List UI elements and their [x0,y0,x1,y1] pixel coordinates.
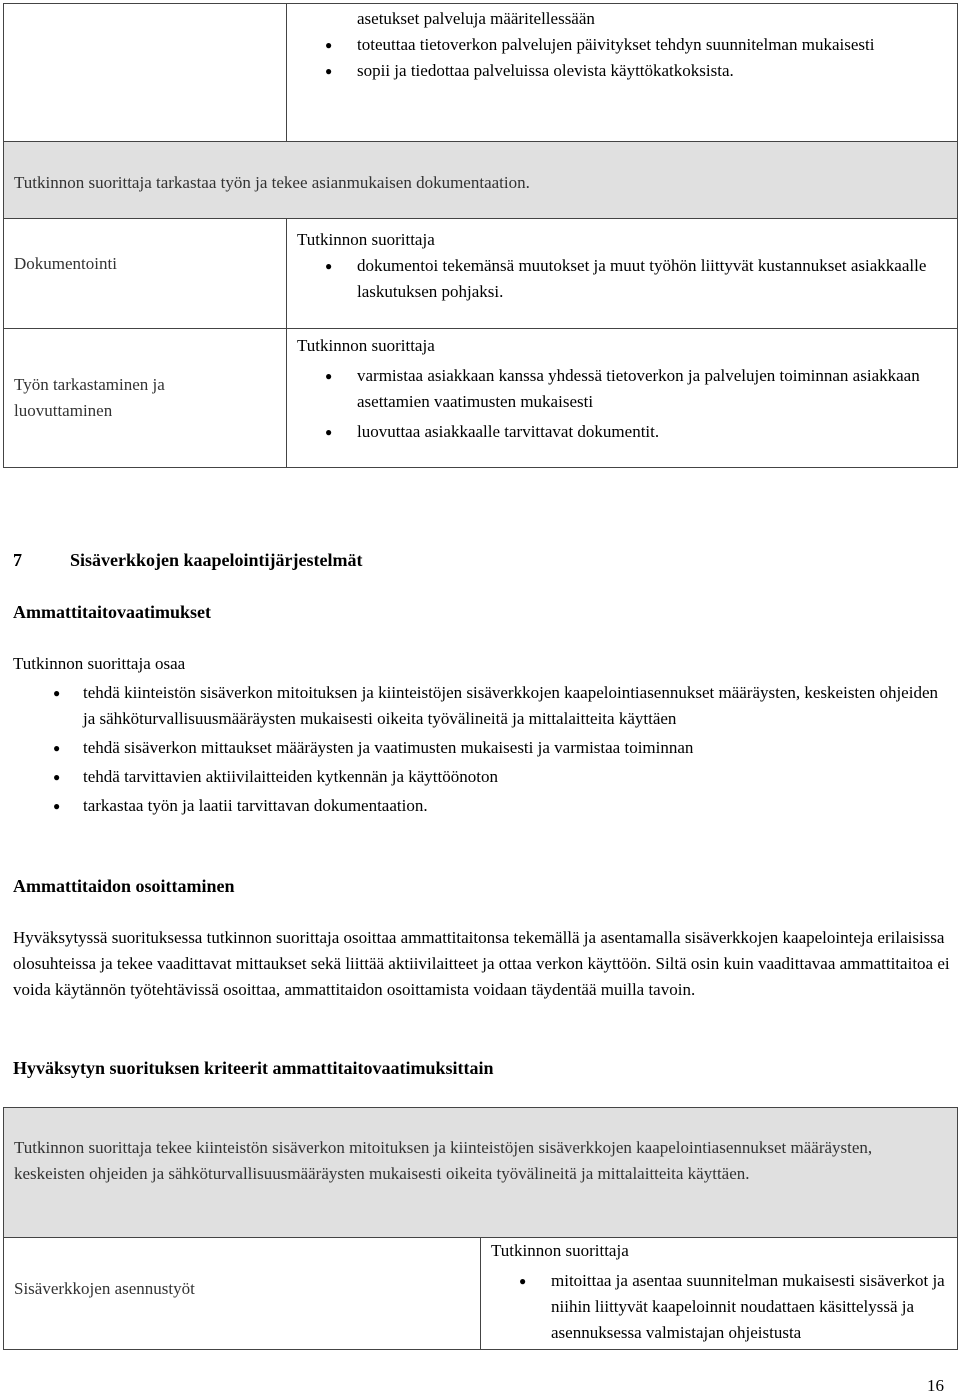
table-row [4,329,958,468]
table-row [4,219,958,329]
row-heading: Tutkinnon suorittaja tarkastaa työn ja tekee asianmukaisen dokumentaation. [14,173,530,192]
row-label: Dokumentointi [14,253,117,273]
label-cell [4,219,287,329]
heading-cell [4,1108,958,1238]
table-row [4,142,958,219]
row-label: Työn tarkastaminen ja luovuttaminen [14,375,165,420]
criteria-list [481,1268,957,1346]
content-cell [287,4,958,142]
section-heading [13,547,362,573]
content-cell [481,1238,958,1350]
table-row [4,4,958,142]
list-item: asetukset palveluja määritellessään [357,9,595,28]
criteria-heading: Hyväksytyn suorituksen kriteerit ammattitaitovaatimuksittain [13,1058,494,1078]
row-intro: Tutkinnon suorittaja [297,336,435,355]
list-item: ● tehdä tarvittavien aktiivilaitteiden kytkennän ja käyttöönoton [13,764,948,790]
demonstration-paragraph: Hyväksytyssä suorituksessa tutkinnon suorittaja osoittaa ammattitaitonsa tekemällä ja asentamalla sisäverkkojen kaapelointeja erilaisissa olosuhteissa ja tekee vaadittavat mittaukset sekä liittää aktiivilaitteet ja ottaa verkon käyttöön. Siltä osin kuin vaadittavaa ammattitaitoa ei voida käytännön työtehtävissä osoittaa, ammattitaidon osoittamista voidaan täydentää muilla tavoin. [13,928,950,999]
row-heading: Tutkinnon suorittaja tekee kiinteistön sisäverkon mitoituksen ja kiinteistöjen sisäverkkojen kaapelointiasennukset määräysten, keskeisten ohjeiden ja sähköturvallisuusmääräysten mukaisesti oikeita työvälineitä ja mittalaitteita käyttäen. [14,1138,873,1183]
list-item: ● dokumentoi tekemänsä muutokset ja muut työhön liittyvät kustannukset asiakkaalle laskutuksen pohjaksi. [287,253,957,305]
content-cell [287,219,958,329]
table-row [4,1238,958,1350]
list-item: ● tehdä kiinteistön sisäverkon mitoituksen ja kiinteistöjen sisäverkkojen kaapelointiasennukset määräysten, keskeisten ohjeiden ja sähköturvallisuusmääräysten mukaisesti oikeita työvälineitä ja mittalaitteita käyttäen [13,680,948,732]
requirements-heading: Ammattitaitovaatimukset [13,602,211,622]
requirements-intro: Tutkinnon suorittaja osaa [13,654,186,673]
table-row [4,1108,958,1238]
row-label: Sisäverkkojen asennustyöt [14,1278,195,1298]
label-cell [4,329,287,468]
label-cell [4,1238,481,1350]
criteria-list [287,253,957,305]
list-item: ● tarkastaa työn ja laatii tarvittavan dokumentaation. [13,793,948,819]
list-item: ● luovuttaa asiakkaalle tarvittavat dokumentit. [287,419,957,445]
list-item: ● toteuttaa tietoverkon palvelujen päivitykset tehdyn suunnitelman mukaisesti [287,32,957,58]
row-intro: Tutkinnon suorittaja [491,1241,629,1260]
heading-cell [4,142,958,219]
section-number: 7 [13,550,22,570]
list-item: ● varmistaa asiakkaan kanssa yhdessä tietoverkon ja palvelujen toiminnan asiakkaan asettamien vaatimusten mukaisesti [287,363,957,415]
content-cell [287,329,958,468]
row-intro: Tutkinnon suorittaja [297,230,435,249]
empty-label-cell [4,4,287,142]
list-item: ● sopii ja tiedottaa palveluissa olevista käyttökatkoksista. [287,58,957,84]
requirements-list [13,680,948,819]
page-number: 16 [927,1376,944,1395]
demonstration-heading: Ammattitaidon osoittaminen [13,876,235,896]
criteria-list [287,6,957,84]
criteria-table-1 [3,3,958,468]
criteria-table-2 [3,1107,958,1350]
list-item: ● mitoittaa ja asentaa suunnitelman mukaisesti sisäverkot ja niihin liittyvät kaapeloinnit noudattaen käsittelyssä ja asennuksessa valmistajan ohjeistusta [481,1268,957,1346]
list-item: ● tehdä sisäverkon mittaukset määräysten ja vaatimusten mukaisesti ja varmistaa toiminnan [13,735,948,761]
section-title: Sisäverkkojen kaapelointijärjestelmät [70,550,363,570]
criteria-list [287,363,957,445]
